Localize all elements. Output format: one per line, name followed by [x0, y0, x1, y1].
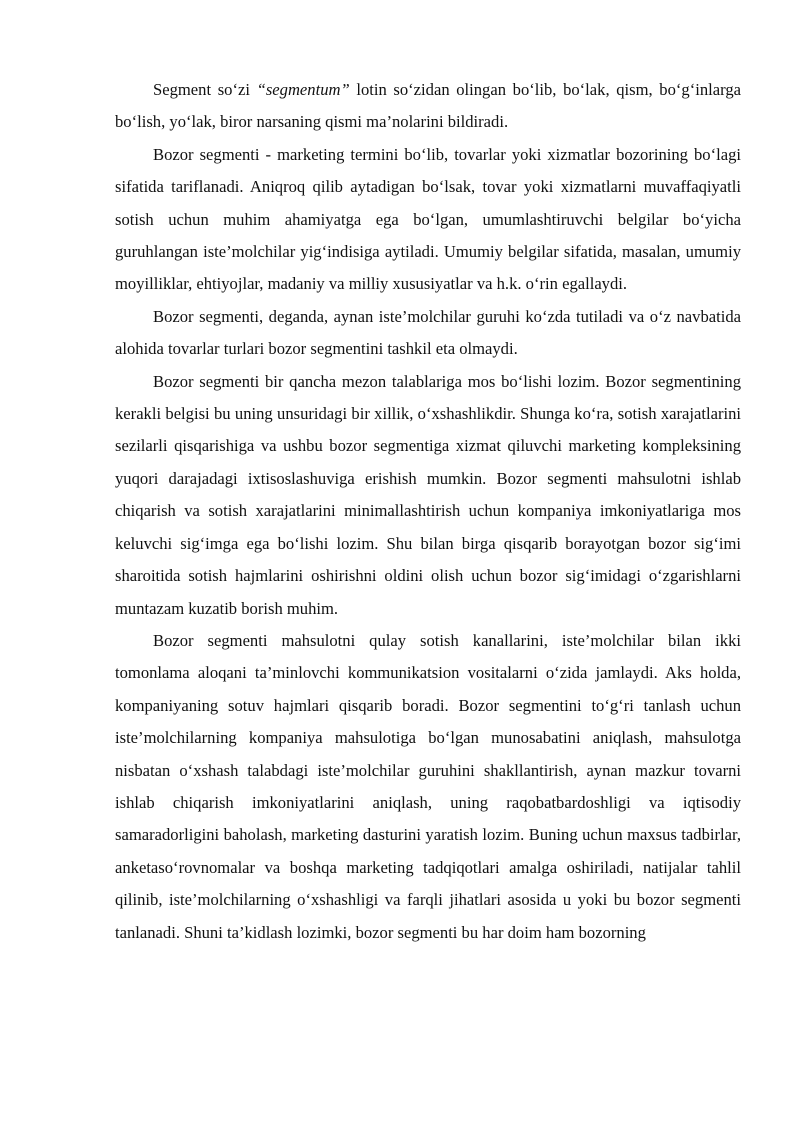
paragraph-text: Segment so‘zi [153, 80, 257, 99]
paragraph-market-segment-term: Bozor segmenti - marketing termini bo‘lib, tovarlar yoki xizmatlar bozorining bo‘lagi sifatida tariflanadi. Aniqroq qilib aytadigan bo‘lsak, tovar yoki xizmatlarni muvaffaqiyatli sotish uchun muhim ahamiyatga ega bo‘lgan, umumlashtiruvchi belgilar bo‘yicha guruhlangan iste’molchilar yig‘indisiga aytiladi. Umumiy belgilar sifatida, masalan, umumiy moyilliklar, ehtiyojlar, madaniy va milliy xususiyatlar va h.k. o‘rin egallaydi. [115, 144, 741, 294]
paragraph-text: lotin so‘zidan olingan bo‘lib, bo‘lak, qism, bo‘g‘inlarga bo‘lish, yo‘lak, biror narsaning qismi ma’nolarini bildiradi. [115, 80, 741, 132]
document-page [115, 74, 741, 949]
paragraph-segment-definition [115, 74, 741, 139]
paragraph-consumer-group: Bozor segmenti, deganda, aynan iste’molchilar guruhi ko‘zda tutiladi va o‘z navbatida alohida tovarlar turlari bozor segmentini tashkil eta olmaydi. [115, 306, 741, 359]
paragraph-segment-criteria: Bozor segmenti bir qancha mezon talablariga mos bo‘lishi lozim. Bozor segmentining kerakli belgisi bu uning unsuridagi bir xillik, o‘xshashlikdir. Shunga ko‘ra, sotish xarajatlarini sezilarli qisqarishiga va ushbu bozor segmentiga xizmat qiluvchi marketing kompleksining yuqori darajadagi ixtisoslashuviga erishish mumkin. Bozor segmenti mahsulotni ishlab chiqarish va sotish xarajatlarini minimallashtirish uchun kompaniya imkoniyatlariga mos keluvchi sig‘imga ega bo‘lishi lozim. Shu bilan birga qisqarib borayotgan bozor sig‘imi sharoitida sotish hajmlarini oshirishni oldini olish uchun bozor sig‘imidagi o‘zgarishlarni muntazam kuzatib borish muhim. [115, 371, 741, 618]
emphasized-term: “segmentum” [256, 80, 350, 99]
paragraph-segment-selection: Bozor segmenti mahsulotni qulay sotish kanallarini, iste’molchilar bilan ikki tomonlama aloqani ta’minlovchi kommunikatsion vositalarni o‘zida jamlaydi. Aks holda, kompaniyaning sotuv hajmlari qisqarib boradi. Bozor segmentini to‘g‘ri tanlash uchun iste’molchilarning kompaniya mahsulotiga bo‘lgan munosabatini aniqlash, mahsulotga nisbatan o‘xshash talabdagi iste’molchilar guruhini shakllantirish, aynan mazkur tovarni ishlab chiqarish imkoniyatlarini aniqlash, uning raqobatbardoshligi va iqtisodiy samaradorligini baholash, marketing dasturini yaratish lozim. Buning uchun maxsus tadbirlar, anketaso‘rovnomalar va boshqa marketing tadqiqotlari amalga oshiriladi, natijalar tahlil qilinib, iste’molchilarning o‘xshashligi va farqli jihatlari asosida u yoki bu bozor segmenti tanlanadi. Shuni ta’kidlash lozimki, bozor segmenti bu har doim ham bozorning [115, 630, 741, 942]
